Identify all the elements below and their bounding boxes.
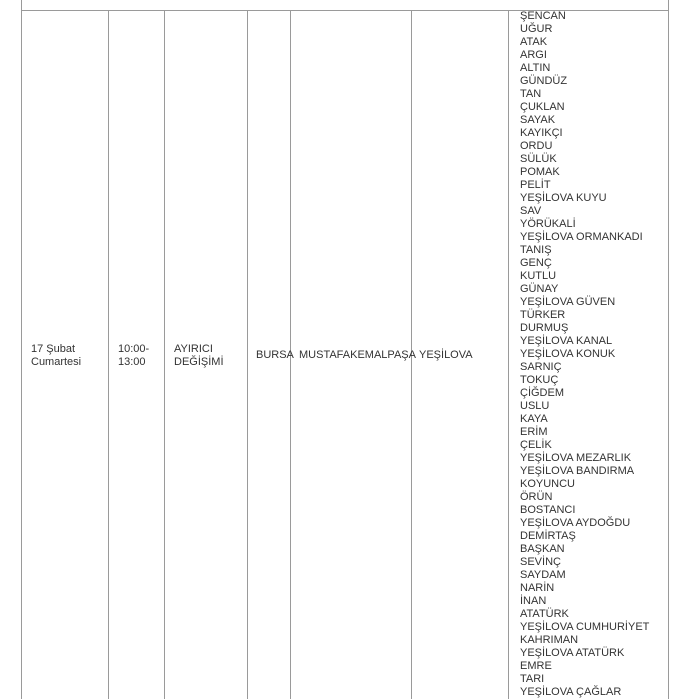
street-item: TANIŞ: [520, 244, 552, 256]
street-item: ORDU: [520, 140, 553, 152]
time-start: 10:00-: [118, 343, 150, 355]
street-item: YEŞİLOVA KUYU: [520, 192, 607, 204]
street-item: YEŞİLOVA ATATÜRK: [520, 647, 625, 659]
street-item: GÜNDÜZ: [520, 75, 568, 87]
time-end: 13:00: [118, 356, 146, 368]
street-item: YEŞİLOVA MEZARLIK: [520, 452, 632, 464]
street-item: KUTLU: [520, 270, 557, 282]
street-item: ATATÜRK: [520, 608, 569, 620]
neighborhood-cell: YEŞİLOVA: [419, 349, 473, 361]
street-item: YEŞİLOVA ORMANKADI: [520, 231, 643, 243]
street-item: ÖRÜN: [520, 491, 553, 503]
work-cell: [174, 343, 224, 369]
street-item: TAN: [520, 88, 542, 100]
work-type-line2: DEĞİŞİMİ: [174, 356, 224, 368]
street-item: ÇELİK: [520, 439, 552, 451]
street-item: BOSTANCI: [520, 504, 576, 516]
street-item: ERİM: [520, 426, 548, 438]
street-item: SEVİNÇ: [520, 556, 561, 568]
street-item: ATAK: [520, 36, 548, 48]
street-item: YEŞİLOVA CUMHURİYET: [520, 621, 650, 633]
street-item: YÖRÜKALİ: [520, 218, 576, 230]
date-cell: [31, 343, 81, 369]
street-item: ARGI: [520, 49, 547, 61]
street-item: SARNIÇ: [520, 361, 562, 373]
street-item: İNAN: [520, 595, 547, 607]
street-item: DURMUŞ: [520, 322, 569, 334]
street-item: SAYDAM: [520, 569, 566, 581]
street-item: TARI: [520, 673, 545, 685]
street-item: TOKUÇ: [520, 374, 559, 386]
outage-table: [21, 0, 669, 699]
street-item: UĞUR: [520, 23, 553, 35]
street-item: YEŞİLOVA KONUK: [520, 348, 616, 360]
street-item: YEŞİLOVA GÜVEN: [520, 296, 616, 308]
street-item: YEŞİLOVA KANAL: [520, 335, 613, 347]
street-item: GÜNAY: [520, 283, 559, 295]
street-item: KAHRIMAN: [520, 634, 579, 646]
street-item: YEŞİLOVA ÇAĞLAR: [520, 686, 622, 698]
time-cell: [118, 343, 149, 369]
column-divider: [508, 10, 509, 699]
street-item: ÇİĞDEM: [520, 387, 564, 399]
street-item: USLU: [520, 400, 550, 412]
work-type-line1: AYIRICI: [174, 343, 213, 355]
date-weekday: Cumartesi: [31, 356, 82, 368]
column-divider: [108, 10, 109, 699]
street-item: YEŞİLOVA AYDOĞDU: [520, 517, 631, 529]
street-item: KAYIKÇI: [520, 127, 563, 139]
district-cell: MUSTAFAKEMALPAŞA: [299, 349, 416, 361]
street-item: TÜRKER: [520, 309, 566, 321]
street-item: SAV: [520, 205, 542, 217]
date-day: 17 Şubat: [31, 343, 76, 355]
street-item: POMAK: [520, 166, 560, 178]
column-divider: [164, 10, 165, 699]
street-item: ŞENCAN: [520, 10, 566, 22]
column-divider: [247, 10, 248, 699]
street-item: KOYUNCU: [520, 478, 576, 490]
street-item: KAYA: [520, 413, 548, 425]
street-list: [520, 10, 649, 699]
street-item: ÇUKLAN: [520, 101, 565, 113]
street-item: YEŞİLOVA BANDIRMA: [520, 465, 635, 477]
street-item: NARİN: [520, 582, 555, 594]
street-item: SÜLÜK: [520, 153, 557, 165]
street-item: SAYAK: [520, 114, 556, 126]
street-item: PELİT: [520, 179, 551, 191]
street-item: GENÇ: [520, 257, 552, 269]
street-item: EMRE: [520, 660, 552, 672]
street-item: BAŞKAN: [520, 543, 565, 555]
city-cell: BURSA: [256, 349, 294, 361]
street-item: DEMİRTAŞ: [520, 530, 576, 542]
street-item: ALTIN: [520, 62, 551, 74]
